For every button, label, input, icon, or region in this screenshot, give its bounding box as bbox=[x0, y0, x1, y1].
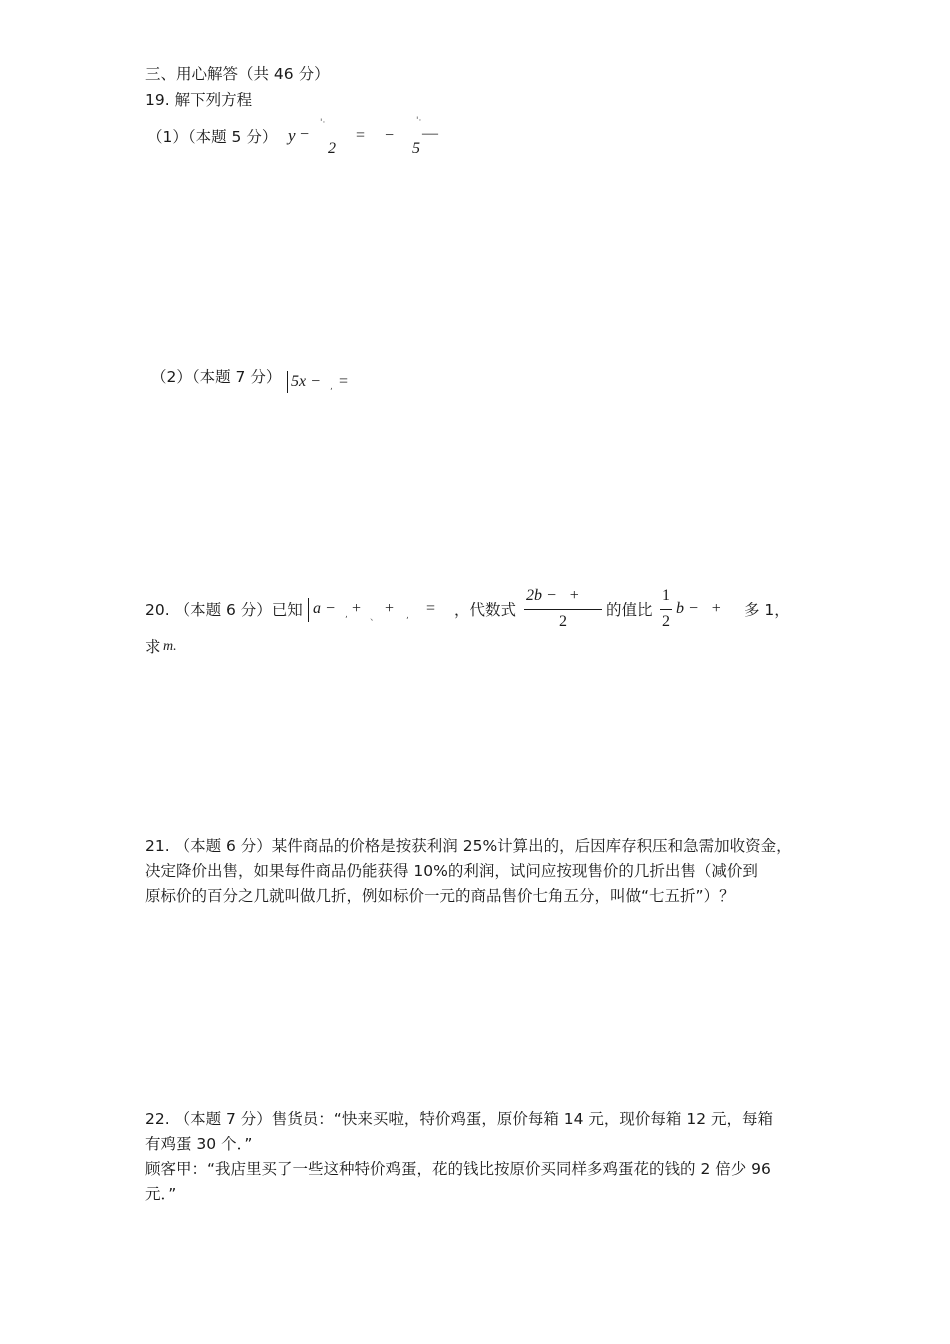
minus-sign: − bbox=[300, 126, 310, 143]
q22-line3: 顾客甲：“我店里买了一些这种特价鸡蛋，花的钱比按原价买同样多鸡蛋花的钱的 2 倍少 96 bbox=[145, 1160, 771, 1178]
q21-line1: 21. （本题 6 分）某件商品的价格是按获利润 25%计算出的，后因库存积压和急需加收资金， bbox=[145, 837, 792, 855]
q20-line2-prefix: 求 bbox=[145, 638, 161, 656]
q20-text-mid: ，代数式 bbox=[454, 601, 517, 619]
ink-mark: , bbox=[345, 610, 348, 620]
q22-line4: 元．” bbox=[145, 1185, 177, 1203]
equals-sign: = bbox=[426, 600, 436, 617]
ink-mark: , bbox=[406, 611, 409, 621]
q22-line1: 22. （本题 7 分）售货员：“快来买啦，特价鸡蛋，原价每箱 14 元，现价每箱 12 元，每箱 bbox=[145, 1110, 773, 1128]
abs-expression: 5x − bbox=[291, 373, 321, 390]
q19-part1-label: （1）（本题 5 分） bbox=[147, 128, 278, 146]
fraction-denominator: 2 bbox=[662, 613, 670, 630]
ink-mark: '· bbox=[320, 118, 326, 128]
fraction-dash: — bbox=[422, 125, 438, 142]
q19-part2-label: （2）（本题 7 分） bbox=[151, 368, 282, 386]
plus-sign: + bbox=[352, 600, 362, 617]
var-y: y bbox=[288, 126, 296, 145]
minus-sign: − bbox=[385, 127, 395, 144]
abs-bar-left bbox=[308, 598, 309, 622]
q21-line3: 原标价的百分之几就叫做几折，例如标价一元的商品售价七角五分，叫做“七五折”）？ bbox=[145, 887, 735, 905]
ink-mark: '· bbox=[416, 116, 422, 126]
equals-sign: = bbox=[356, 127, 366, 144]
abs-bar-left bbox=[287, 371, 288, 393]
q21-line2: 决定降价出售，如果每件商品仍能获得 10%的利润，试问应按现售价的几折出售（减价到 bbox=[145, 862, 758, 880]
q20-tail: 多 1， bbox=[744, 601, 790, 619]
ink-mark: 、 bbox=[370, 613, 380, 623]
abs-expression: a − bbox=[313, 600, 336, 617]
fraction-denominator: 5 bbox=[412, 140, 420, 157]
q19-heading: 19. 解下列方程 bbox=[145, 91, 253, 109]
q20-text-compare: 的值比 bbox=[606, 601, 653, 619]
fraction-bar bbox=[524, 609, 602, 610]
ink-mark: , bbox=[330, 382, 333, 392]
var-m: m. bbox=[163, 639, 177, 654]
plus-sign: + bbox=[385, 600, 395, 617]
fraction-denominator: 2 bbox=[559, 613, 567, 630]
fraction-denominator: 2 bbox=[328, 140, 336, 157]
expression: b − + bbox=[676, 600, 722, 617]
q22-line2: 有鸡蛋 30 个．” bbox=[145, 1135, 253, 1153]
fraction-bar bbox=[660, 609, 672, 610]
fraction-numerator: 1 bbox=[662, 587, 670, 604]
q20-label: 20. （本题 6 分）已知 bbox=[145, 601, 303, 619]
fraction-numerator: 2b − + bbox=[526, 587, 580, 604]
equals-sign: = bbox=[339, 373, 349, 390]
section-title: 三、用心解答（共 46 分） bbox=[145, 65, 330, 83]
